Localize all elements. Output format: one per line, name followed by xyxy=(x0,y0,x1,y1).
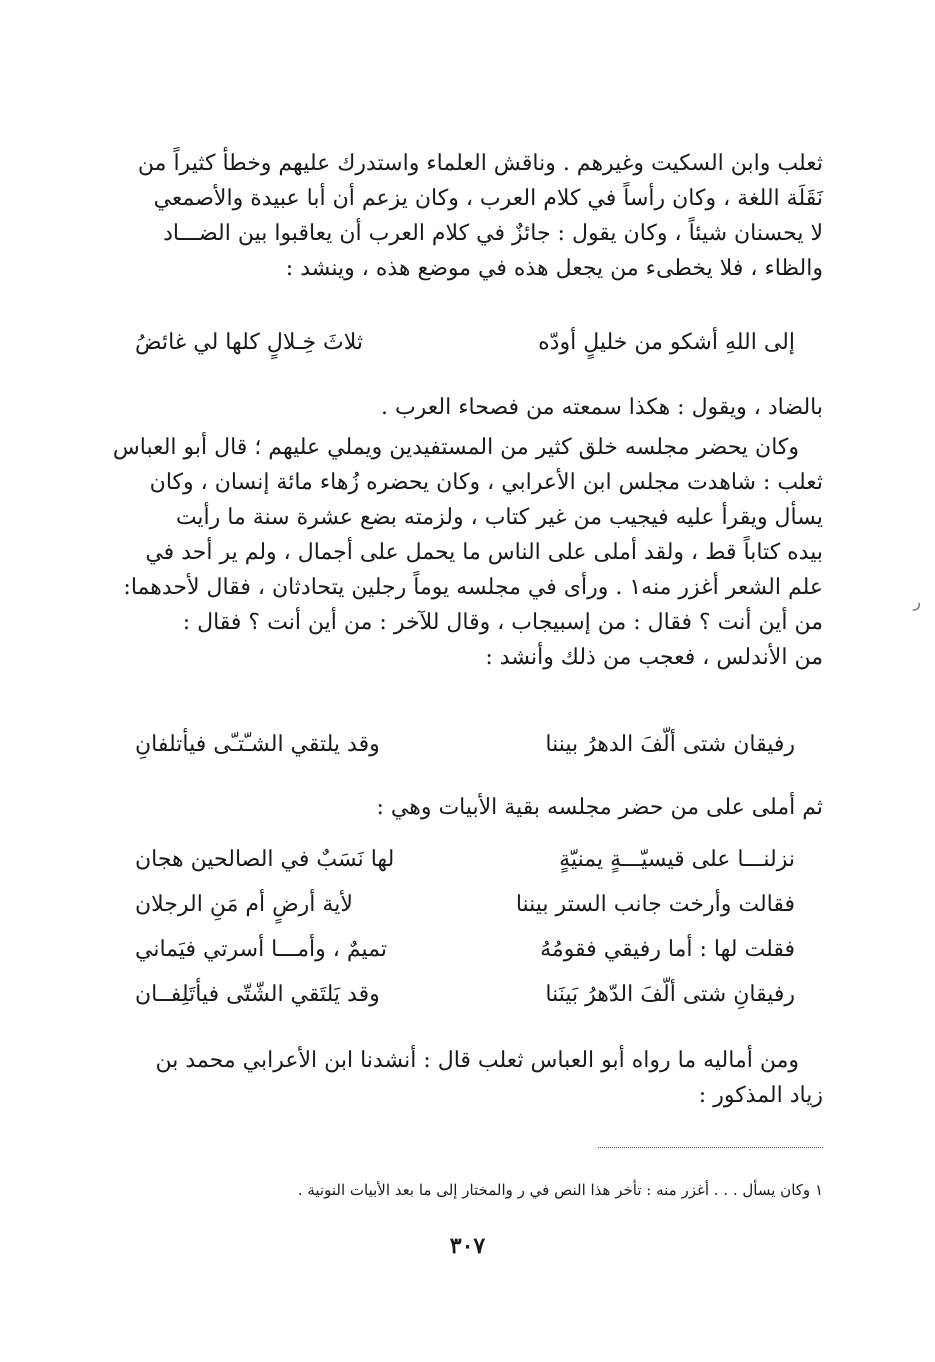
footnote: ١ وكان يسأل . . . أغزر منه : تأخر هذا النص في ر والمختار إلى ما بعد الأبيات النونية . xyxy=(297,1181,823,1199)
verse-hemistich: ثلاثَ خِـلالٍ كلها لي غائضُ xyxy=(135,330,364,355)
poem-verse xyxy=(135,882,795,927)
verse-line xyxy=(135,727,795,763)
poem-verse xyxy=(135,972,795,1017)
text-line: ثم أملى على من حضر مجلسه بقية الأبيات وهي : xyxy=(376,795,823,820)
poem-verse xyxy=(135,837,795,882)
verse-hemistich: رفيقان شتى ألّفَ الدهرُ بيننا xyxy=(545,732,795,757)
footnote-divider xyxy=(598,1147,823,1148)
page-number: ٣٠٧ xyxy=(449,1233,486,1259)
verse-hemistich: نزلنـــا على قيسيّـــةٍ يمنيّةٍ xyxy=(559,847,795,872)
paragraph-opening xyxy=(107,146,823,286)
verse-hemistich: وقد يَلتَقي الشّتّى فيأتَلِفــان xyxy=(135,982,380,1007)
text-line: علم الشعر أغزر منه١ . ورأى في مجلسه يوماً رجلين يتحادثان ، فقال لأحدهما: xyxy=(123,575,823,600)
verse-line xyxy=(135,325,795,361)
text-line: ثعلب وابن السكيت وغيرهم . وناقش العلماء واستدرك عليهم وخطأ كثيراً من xyxy=(137,151,823,176)
text-line: والظاء ، فلا يخطىء من يجعل هذه في موضع هذه ، وينشد : xyxy=(285,256,823,281)
verse-hemistich: إلى اللهِ أشكو من خليلٍ أودّه xyxy=(538,330,795,355)
poem-verse xyxy=(135,927,795,972)
text-line: زياد المذكور : xyxy=(698,1083,823,1108)
text-line: من الأندلس ، فعجب من ذلك وأنشد : xyxy=(485,645,823,670)
verse-hemistich: فقالت وأرخت جانب الستر بيننا xyxy=(515,892,795,917)
paragraph-closing xyxy=(107,1043,823,1113)
text-line: ومن أماليه ما رواه أبو العباس ثعلب قال : أنشدنا ابن الأعرابي محمد بن xyxy=(155,1048,799,1073)
text-line: بالضاد ، ويقول : هكذا سمعته من فصحاء العرب . xyxy=(380,395,823,420)
verse-hemistich: رفيقانِ شتى ألّفَ الدّهرُ بَينَنا xyxy=(545,982,795,1007)
text-line: لا يحسنان شيئاً ، وكان يقول : جائزٌ في كلام العرب أن يعاقبوا بين الضـــاد xyxy=(163,221,823,246)
verse-hemistich: فقلت لها : أما رفيقي فقومُهُ xyxy=(540,937,795,962)
text-line: من أين أنت ؟ فقال : من إسبيجاب ، وقال للآخر : من أين أنت ؟ فقال : xyxy=(182,610,823,635)
paragraph-intro-poem xyxy=(107,790,823,825)
poem xyxy=(135,837,795,1017)
verse-hemistich: لأية أرضٍ أم مَنِ الرجلان xyxy=(135,892,353,917)
text-line: ثعلب : شاهدت مجلس ابن الأعرابي ، وكان يحضره زُهاء مائة إنسان ، وكان xyxy=(149,470,823,495)
paragraph-majlis xyxy=(107,430,823,675)
verse-hemistich: تميمٌ ، وأمـــا أسرتي فيَماني xyxy=(135,937,387,962)
paragraph-after-verse xyxy=(107,390,823,425)
text-line: وكان يحضر مجلسه خلق كثير من المستفيدين ويملي عليهم ؛ قال أبو العباس xyxy=(112,435,799,460)
text-line: يسأل ويقرأ عليه فيجيب من غير كتاب ، ولزمته بضع عشرة سنة ما رأيت xyxy=(175,505,823,530)
margin-mark: ر xyxy=(913,592,921,611)
verse-hemistich: وقد يلتقي الشـّتـّى فيأتلفانِ xyxy=(135,732,380,757)
verse-hemistich: لها نَسَبٌ في الصالحين هجان xyxy=(135,847,395,872)
text-line: بيده كتاباً قط ، ولقد أملى على الناس ما يحمل على أجمال ، ولم ير أحد في xyxy=(145,540,823,565)
text-line: نَقَلَة اللغة ، وكان رأساً في كلام العرب ، وكان يزعم أن أبا عبيدة والأصمعي xyxy=(153,186,823,211)
